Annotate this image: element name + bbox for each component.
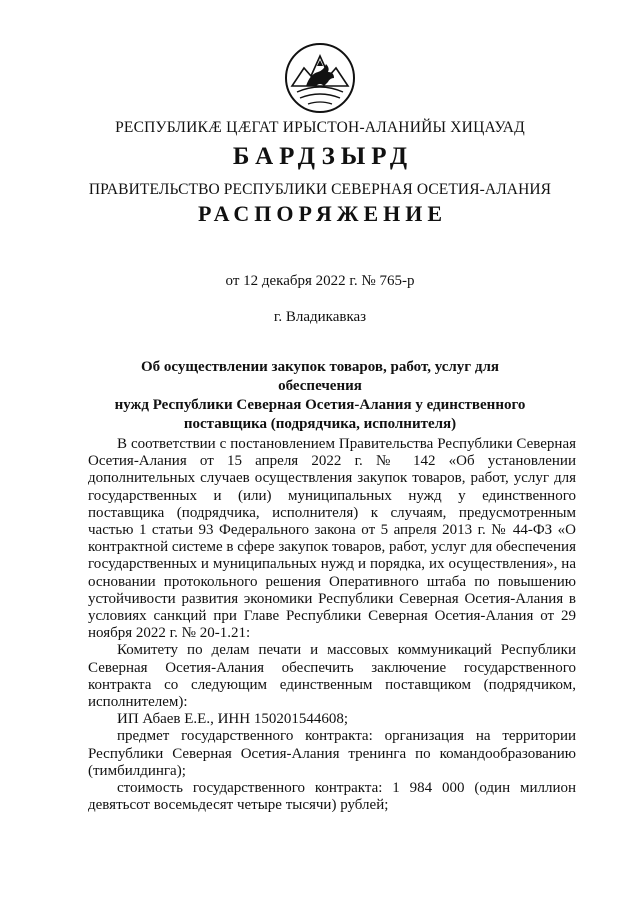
- body-paragraph-subject: предмет государственного контракта: организация на территории Республики Северная Осетия-Алания тренинга по командообразованию (тимбилдинга);: [88, 728, 576, 779]
- subject-line: нужд Республики Северная Осетия-Алания у единственного: [114, 397, 526, 413]
- document-body: [88, 436, 576, 814]
- coat-of-arms-emblem-icon: [284, 42, 356, 114]
- document-city: г. Владикавказ: [273, 309, 367, 325]
- document-type-ossetian: БАРДЗЫРД: [232, 143, 414, 170]
- subject-line: Об осуществлении закупок товаров, работ, услуг для обеспечения: [140, 359, 499, 394]
- body-paragraph-preamble: В соответствии с постановлением Правительства Республики Северная Осетия-Алания от 15 апреля 2022 г. № 142 «Об установлении дополнительных случаев осуществления закупок товаров, работ, услуг для государственных и (или) муниципальных нужд у единственного поставщика (подрядчика, исполнителя) к случаям, предусмотренным частью 1 статьи 93 Федерального закона от 5 апреля 2013 г. № 44-ФЗ «О контрактной системе в сфере закупок товаров, работ, услуг для обеспечения государственных и муниципальных нужд и порядка, их осуществления», на основании протокольного решения Оперативного штаба по повышению устойчивости развития экономики Республики Северная Осетия-Алания в условиях санкций при Главе Республики Северная Осетия-Алания от 29 ноября 2022 г. № 20-1.21:: [88, 436, 576, 642]
- subject-line: поставщика (подрядчика, исполнителя): [183, 416, 457, 432]
- body-paragraph-supplier: ИП Абаев Е.Е., ИНН 150201544608;: [117, 711, 349, 728]
- document-subject: [100, 358, 540, 434]
- body-paragraph-instruction: Комитету по делам печати и массовых коммуникаций Республики Северная Осетия-Алания обеспечить заключение государственного контракта со следующим единственным поставщиком (подрядчиком, исполнителем):: [88, 642, 576, 711]
- document-date-number: от 12 декабря 2022 г. № 765-р: [225, 273, 415, 289]
- document-type-title: РАСПОРЯЖЕНИЕ: [197, 201, 448, 226]
- government-name-russian: ПРАВИТЕЛЬСТВО РЕСПУБЛИКИ СЕВЕРНАЯ ОСЕТИЯ-АЛАНИЯ: [88, 181, 552, 198]
- body-paragraph-cost: стоимость государственного контракта: 1 984 000 (один миллион девятьсот восемьдесят четыре тысячи) рублей;: [88, 780, 576, 814]
- republic-name-ossetian: РЕСПУБЛИКӔ ЦӔГАТ ИРЫСТОН-АЛАНИЙЫ ХИЦАУАД: [115, 119, 525, 136]
